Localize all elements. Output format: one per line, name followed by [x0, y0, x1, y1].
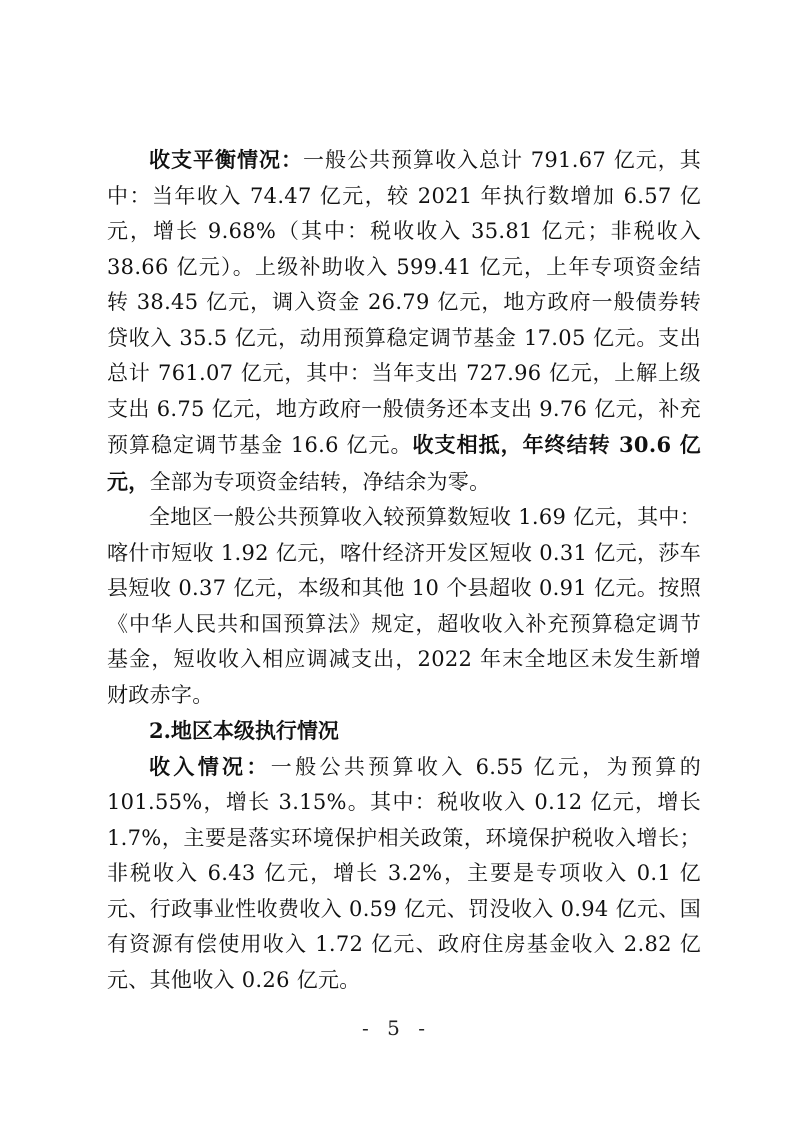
revenue-body: 一般公共预算收入 6.55 亿元，为预算的 101.55%，增长 3.15%。其中：税收收入 0.12 亿元，增长 1.7%，主要是落实环境保护相关政策，环境保护税收入增长；非税收入 6.43 亿元，增长 3.2%，主要是专项收入 0.1 亿元、行政事业性收费收入 0.59 亿元、罚没收入 0.94 亿元、国有资源有偿使用收入 1.72 亿元、政府住房基金收入 2.82 亿元、其他收入 0.26 亿元。 — [107, 754, 701, 992]
shortfall-body: 全地区一般公共预算收入较预算数短收 1.69 亿元，其中：喀什市短收 1.92 亿元，喀什经济开发区短收 0.31 亿元，莎车县短收 0.37 亿元，本级和其他 10 个县超收 0.91 亿元。按照《中华人民共和国预算法》规定，超收收入补充预算稳定调节基金，短收收入相应调减支出，2022 年末全地区未发生新增财政赤字。 — [107, 505, 701, 707]
balance-body: 一般公共预算收入总计 791.67 亿元，其中：当年收入 74.47 亿元，较 2021 年执行数增加 6.57 亿元，增长 9.68%（其中：税收收入 35.81 亿元；非税收入 38.66 亿元）。上级补助收入 599.41 亿元，上年专项资金结转 38.45 亿元，调入资金 26.79 亿元，地方政府一般债券转贷收入 35.5 亿元，动用预算稳定调节基金 17.05 亿元。支出总计 761.07 亿元，其中：当年支出 727.96 亿元，上解上级支出 6.75 亿元，地方政府一般债务还本支出 9.76 亿元，补充预算稳定调节基金 16.6 亿元。 — [107, 148, 701, 457]
revenue-lead: 收入情况： — [149, 753, 271, 779]
balance-lead: 收支平衡情况： — [149, 147, 304, 172]
paragraph-shortfall — [107, 500, 701, 713]
paragraph-revenue — [107, 749, 701, 999]
section-heading: 2.地区本级执行情况 — [149, 718, 339, 743]
paragraph-balance — [107, 142, 701, 500]
page-number: - 5 - — [362, 1016, 431, 1040]
balance-tail: 全部为专项资金结转，净结余为零。 — [149, 469, 491, 494]
balance-tail-bold: 收支相抵，年终结转 30.6 亿元， — [107, 432, 701, 494]
document-body — [107, 142, 701, 998]
